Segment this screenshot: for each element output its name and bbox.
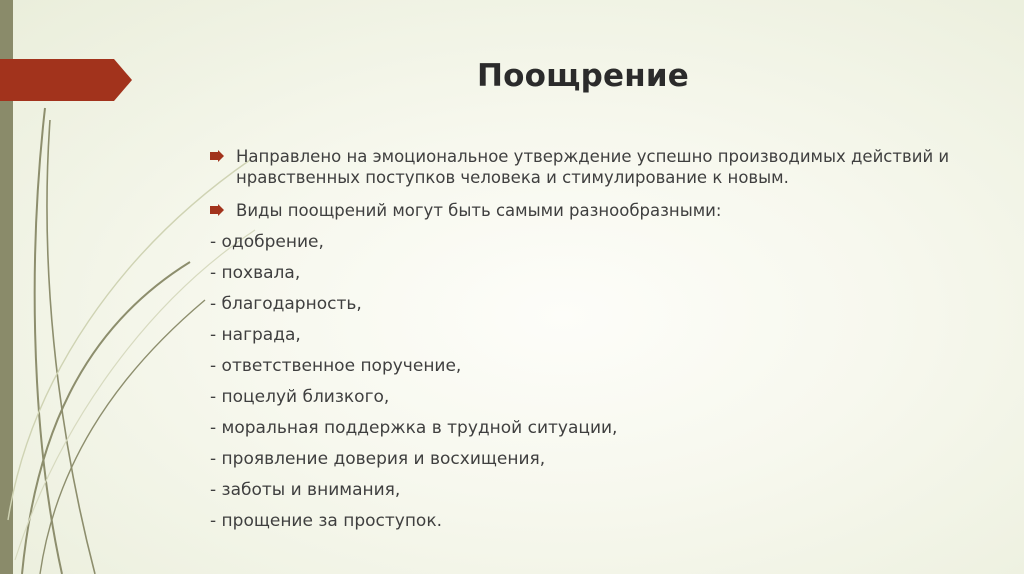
types-list bbox=[210, 232, 990, 531]
arrow-bullet-icon bbox=[210, 204, 224, 216]
list-item: - поцелуй близкого, bbox=[210, 387, 390, 407]
list-item: - моральная поддержка в трудной ситуации, bbox=[210, 418, 618, 438]
bullet-item bbox=[210, 146, 990, 188]
accent-arrow-tab bbox=[0, 59, 132, 101]
list-item: - заботы и внимания, bbox=[210, 480, 401, 500]
bullet-text: Виды поощрений могут быть самыми разнообразными: bbox=[236, 201, 722, 220]
arrow-bullet-icon bbox=[210, 150, 224, 162]
bullet-item bbox=[210, 200, 990, 221]
list-item: - прощение за проступок. bbox=[210, 511, 443, 531]
slide-content bbox=[210, 146, 990, 531]
list-item: - проявление доверия и восхищения, bbox=[210, 449, 546, 469]
list-item: - похвала, bbox=[210, 263, 301, 283]
list-item: - ответственное поручение, bbox=[210, 356, 462, 376]
slide-title: Поощрение bbox=[477, 58, 689, 94]
list-item: - награда, bbox=[210, 325, 301, 345]
list-item: - одобрение, bbox=[210, 232, 324, 252]
list-item: - благодарность, bbox=[210, 294, 362, 314]
bullet-text: Направлено на эмоциональное утверждение успешно производимых действий и нравственных поступков человека и стимулирование к новым. bbox=[236, 147, 950, 187]
